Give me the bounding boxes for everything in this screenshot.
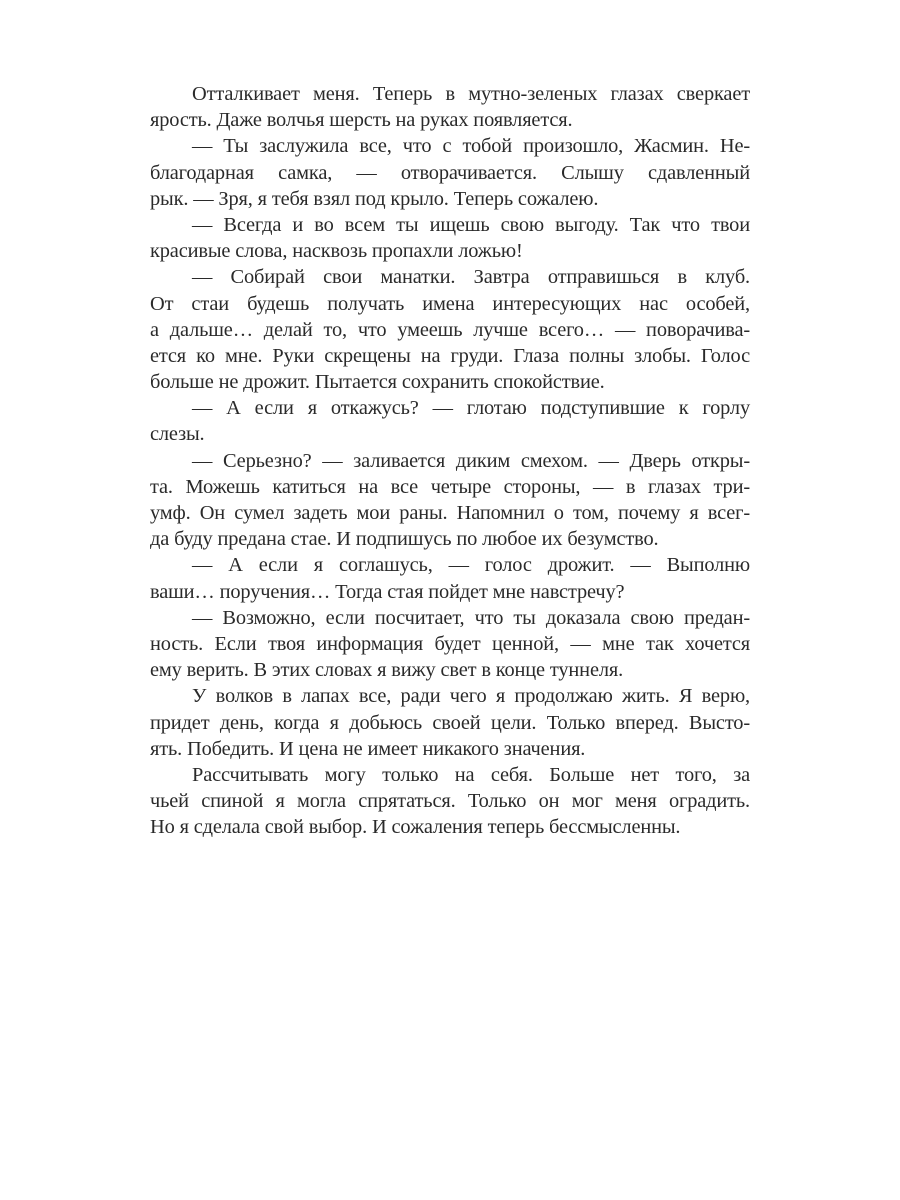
text-line: а дальше… делай то, что умеешь лучше всего… — поворачива-: [150, 318, 750, 341]
text-line: благодарная самка, — отворачивается. Слышу сдавленный: [150, 161, 750, 184]
text-line: У волков в лапах все, ради чего я продолжаю жить. Я верю,: [192, 685, 750, 708]
text-line: — А если я откажусь? — глотаю подступившие к горлу: [192, 397, 750, 420]
paragraph: [150, 762, 750, 841]
text-line: слезы.: [150, 423, 205, 446]
text-line: Но я сделала свой выбор. И сожаления теперь бессмысленны.: [150, 816, 681, 839]
text-line: ность. Если твоя информация будет ценной, — мне так хочется: [150, 632, 750, 655]
text-line: ярость. Даже волчья шерсть на руках появляется.: [150, 109, 573, 132]
text-line: чьей спиной я могла спрятаться. Только он мог меня оградить.: [150, 790, 750, 813]
paragraph: [150, 395, 750, 447]
text-line: — Всегда и во всем ты ищешь свою выгоду. Так что твои: [192, 213, 750, 236]
text-line: От стаи будешь получать имена интересующих нас особей,: [150, 292, 750, 315]
paragraph: [150, 448, 750, 553]
paragraph: [150, 683, 750, 762]
body-text: [150, 81, 750, 840]
text-line: да буду предана стае. И подпишусь по любое их безумство.: [150, 528, 659, 551]
paragraph: [150, 264, 750, 395]
text-line: умф. Он сумел задеть мои раны. Напомнил о том, почему я всег-: [150, 502, 750, 524]
text-line: та. Можешь катиться на все четыре стороны, — в глазах три-: [150, 475, 750, 498]
text-line: рык. — Зря, я тебя взял под крыло. Теперь сожалею.: [150, 187, 599, 210]
paragraph: [150, 133, 750, 212]
text-line: Отталкивает меня. Теперь в мутно-зеленых глазах сверкает: [192, 83, 750, 105]
text-line: Рассчитывать могу только на себя. Больше нет того, за: [192, 763, 750, 786]
text-line: ему верить. В этих словах я вижу свет в конце туннеля.: [150, 659, 624, 682]
text-line: ется ко мне. Руки скрещены на груди. Глаза полны злобы. Голос: [150, 344, 750, 367]
text-line: — А если я соглашусь, — голос дрожит. — Выполню: [192, 554, 750, 577]
text-line: придет день, когда я добьюсь своей цели. Только вперед. Высто-: [150, 711, 750, 734]
paragraph: [150, 81, 750, 133]
text-line: больше не дрожит. Пытается сохранить спокойствие.: [150, 371, 605, 394]
text-line: — Собирай свои манатки. Завтра отправишься в клуб.: [192, 266, 750, 289]
paragraph: [150, 552, 750, 604]
text-line: — Ты заслужила все, что с тобой произошло, Жасмин. Не-: [192, 135, 750, 158]
paragraph: [150, 212, 750, 264]
text-line: ваши… поручения… Тогда стая пойдет мне навстречу?: [150, 580, 625, 603]
text-line: красивые слова, насквозь пропахли ложью!: [150, 240, 523, 263]
paragraph: [150, 605, 750, 684]
text-line: — Серьезно? — заливается диким смехом. — Дверь откры-: [192, 449, 750, 472]
text-line: ять. Победить. И цена не имеет никакого значения.: [150, 737, 586, 760]
text-line: — Возможно, если посчитает, что ты доказала свою предан-: [192, 606, 750, 629]
